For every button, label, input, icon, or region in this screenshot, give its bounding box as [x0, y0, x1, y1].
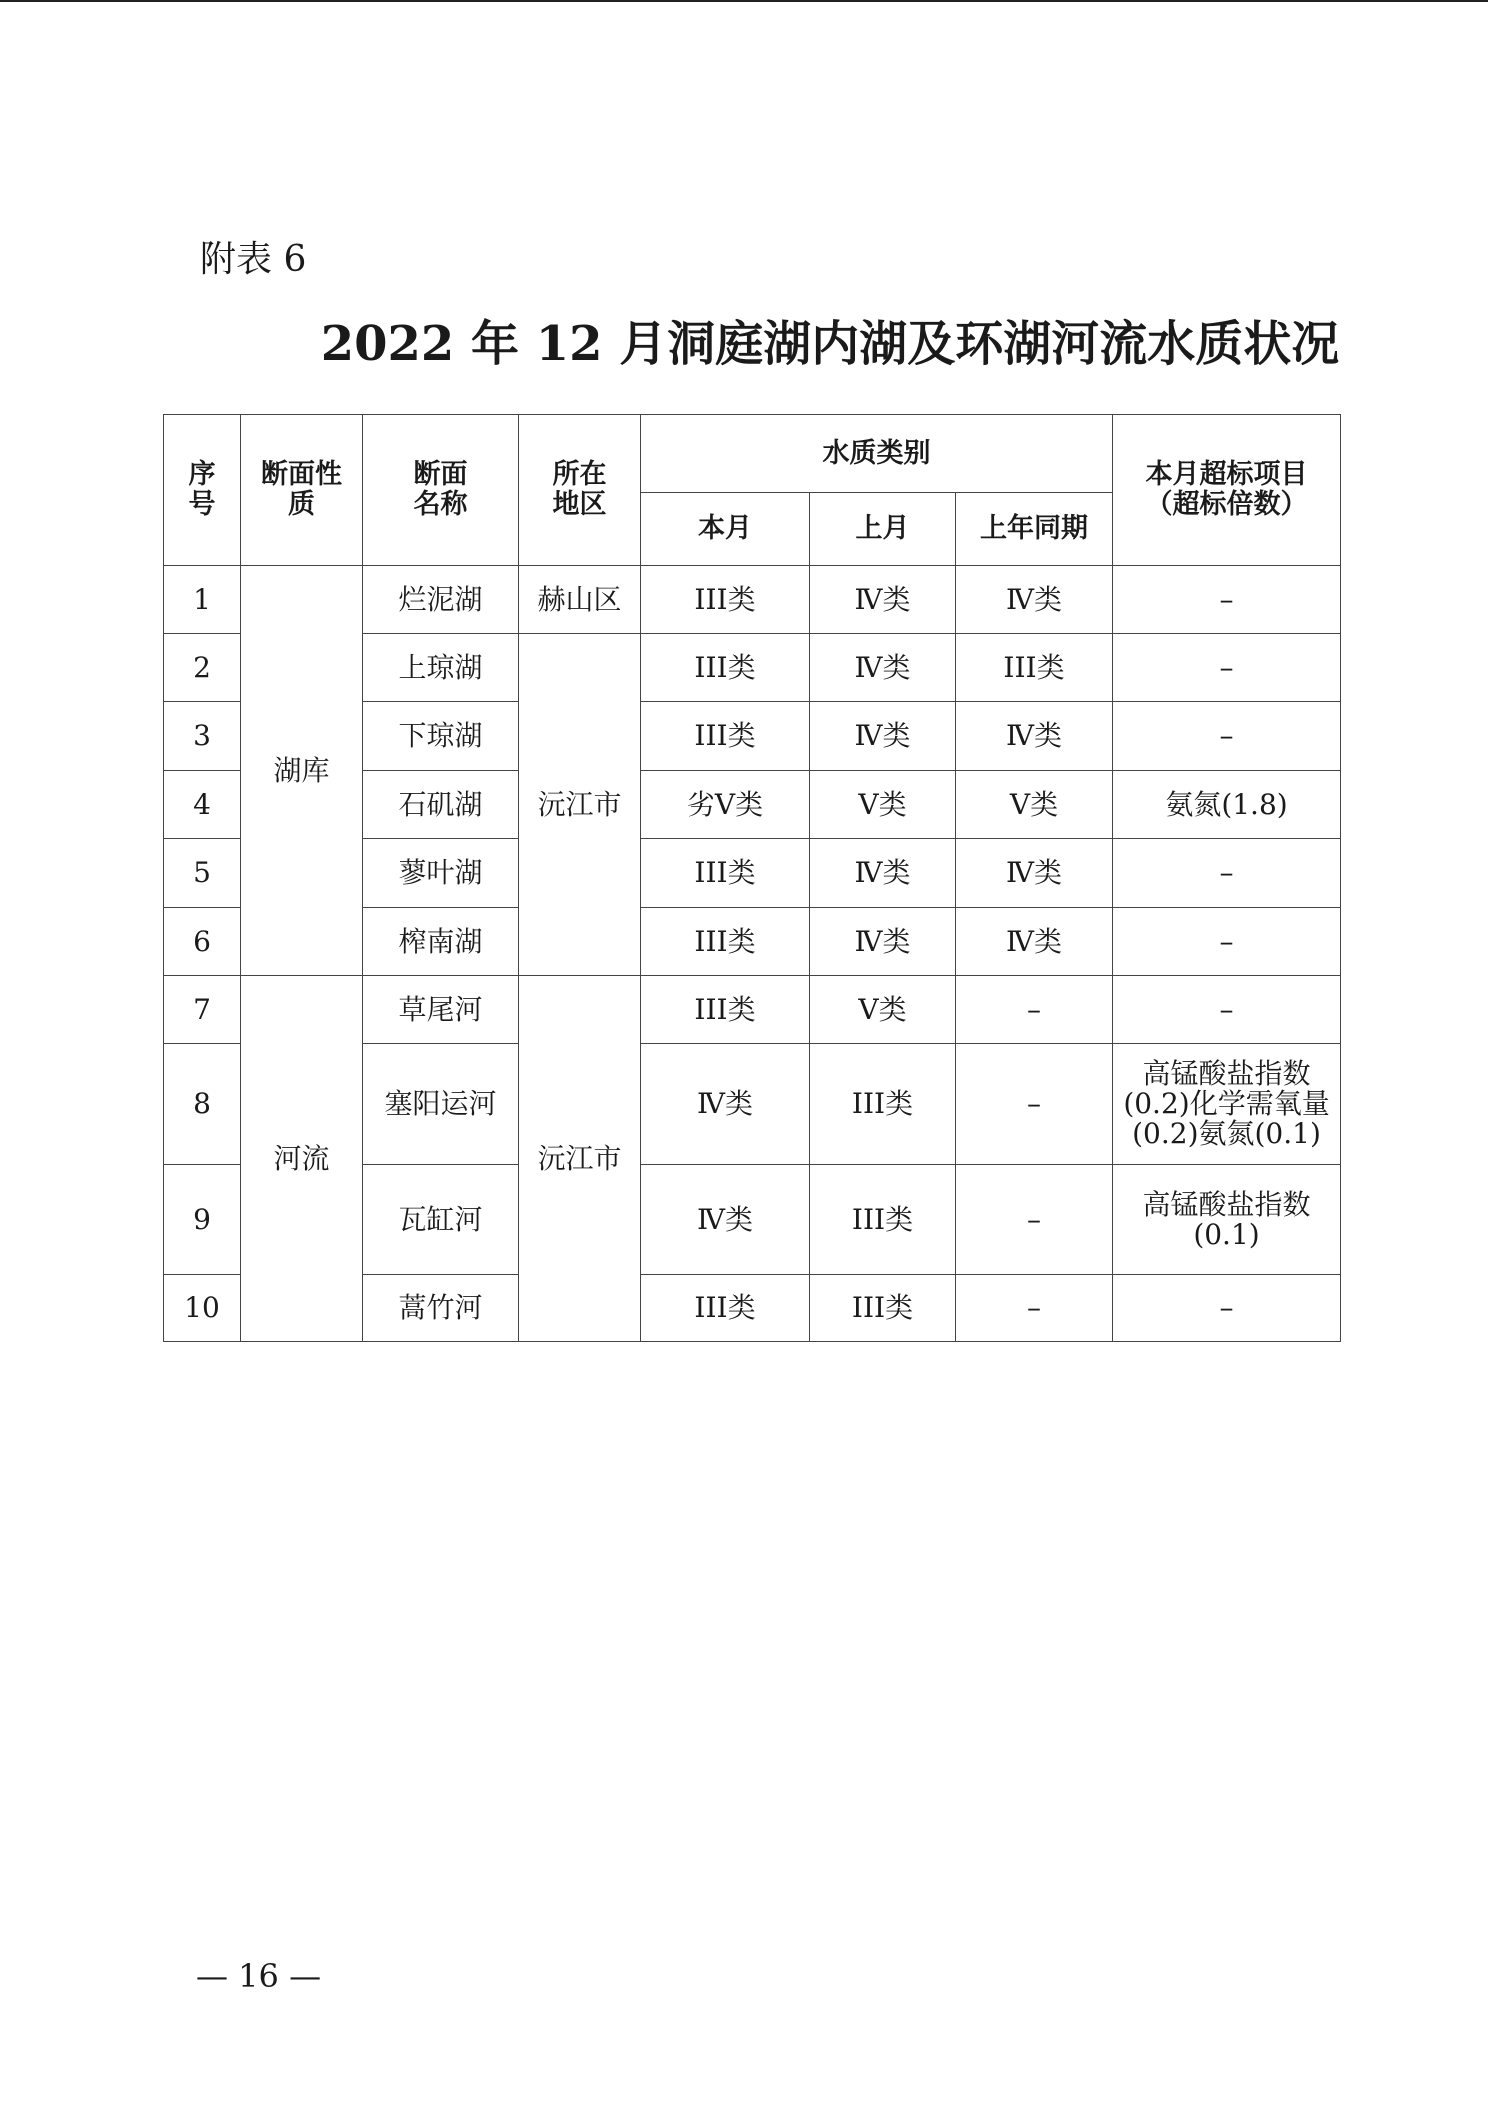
table-row — [164, 566, 1341, 634]
cell-name: 上琼湖 — [363, 634, 519, 702]
cell-exceed: – — [1113, 634, 1341, 702]
cell-last-month: Ⅳ类 — [810, 566, 956, 634]
cell-this-month: III类 — [641, 566, 810, 634]
cell-exceed: 高锰酸盐指数(0.2)化学需氧量(0.2)氨氮(0.1) — [1113, 1044, 1341, 1165]
cell-group-lakes: 湖库 — [241, 566, 363, 976]
header-nature: 断面性质 — [241, 415, 363, 566]
header-quality: 水质类别 — [641, 415, 1113, 493]
header-seq: 序号 — [164, 415, 241, 566]
cell-seq: 7 — [164, 976, 241, 1044]
cell-name: 榨南湖 — [363, 908, 519, 976]
cell-seq: 10 — [164, 1275, 241, 1342]
cell-last-year: Ⅳ类 — [956, 566, 1113, 634]
water-quality-table — [163, 414, 1341, 1342]
cell-exceed: – — [1113, 839, 1341, 908]
cell-last-month: V类 — [810, 976, 956, 1044]
cell-exceed: – — [1113, 702, 1341, 771]
cell-last-year: V类 — [956, 771, 1113, 839]
cell-seq: 1 — [164, 566, 241, 634]
top-border-line — [0, 0, 1488, 2]
cell-exceed: – — [1113, 1275, 1341, 1342]
cell-last-month: Ⅳ类 — [810, 702, 956, 771]
cell-seq: 5 — [164, 839, 241, 908]
cell-this-month: III类 — [641, 839, 810, 908]
cell-this-month: 劣V类 — [641, 771, 810, 839]
cell-seq: 4 — [164, 771, 241, 839]
cell-this-month: III类 — [641, 702, 810, 771]
header-exceed: 本月超标项目（超标倍数） — [1113, 415, 1341, 566]
cell-name: 塞阳运河 — [363, 1044, 519, 1165]
cell-this-month: III类 — [641, 908, 810, 976]
cell-last-year: – — [956, 976, 1113, 1044]
cell-last-month: Ⅳ类 — [810, 839, 956, 908]
cell-exceed: – — [1113, 976, 1341, 1044]
header-region: 所在地区 — [519, 415, 641, 566]
cell-last-year: – — [956, 1165, 1113, 1275]
cell-group-rivers: 河流 — [241, 976, 363, 1342]
cell-last-month: III类 — [810, 1165, 956, 1275]
cell-this-month: Ⅳ类 — [641, 1044, 810, 1165]
cell-seq: 3 — [164, 702, 241, 771]
cell-exceed: 氨氮(1.8) — [1113, 771, 1341, 839]
cell-region: 赫山区 — [519, 566, 641, 634]
cell-name: 瓦缸河 — [363, 1165, 519, 1275]
cell-this-month: Ⅳ类 — [641, 1165, 810, 1275]
cell-name: 下琼湖 — [363, 702, 519, 771]
cell-exceed: – — [1113, 908, 1341, 976]
cell-exceed: 高锰酸盐指数(0.1) — [1113, 1165, 1341, 1275]
document-title: 2022 年 12 月洞庭湖内湖及环湖河流水质状况 — [320, 316, 1340, 372]
appendix-label: 附表 6 — [200, 239, 307, 280]
cell-last-year: III类 — [956, 634, 1113, 702]
cell-seq: 6 — [164, 908, 241, 976]
cell-name: 石矶湖 — [363, 771, 519, 839]
cell-region: 沅江市 — [519, 976, 641, 1342]
page-number: — 16 — — [196, 1957, 322, 1995]
header-last-month: 上月 — [810, 493, 956, 566]
cell-last-month: Ⅳ类 — [810, 634, 956, 702]
cell-this-month: III类 — [641, 634, 810, 702]
cell-last-year: – — [956, 1044, 1113, 1165]
cell-exceed: – — [1113, 566, 1341, 634]
cell-last-year: Ⅳ类 — [956, 702, 1113, 771]
cell-last-month: Ⅳ类 — [810, 908, 956, 976]
cell-name: 蓼叶湖 — [363, 839, 519, 908]
cell-last-month: V类 — [810, 771, 956, 839]
cell-last-month: III类 — [810, 1044, 956, 1165]
cell-seq: 8 — [164, 1044, 241, 1165]
cell-region: 沅江市 — [519, 634, 641, 976]
cell-last-year: Ⅳ类 — [956, 908, 1113, 976]
header-this-month: 本月 — [641, 493, 810, 566]
cell-last-year: Ⅳ类 — [956, 839, 1113, 908]
cell-this-month: III类 — [641, 976, 810, 1044]
cell-seq: 2 — [164, 634, 241, 702]
table-row — [164, 976, 1341, 1044]
header-last-year: 上年同期 — [956, 493, 1113, 566]
cell-this-month: III类 — [641, 1275, 810, 1342]
cell-name: 烂泥湖 — [363, 566, 519, 634]
cell-seq: 9 — [164, 1165, 241, 1275]
cell-name: 蒿竹河 — [363, 1275, 519, 1342]
cell-name: 草尾河 — [363, 976, 519, 1044]
cell-last-year: – — [956, 1275, 1113, 1342]
header-name: 断面名称 — [363, 415, 519, 566]
cell-last-month: III类 — [810, 1275, 956, 1342]
